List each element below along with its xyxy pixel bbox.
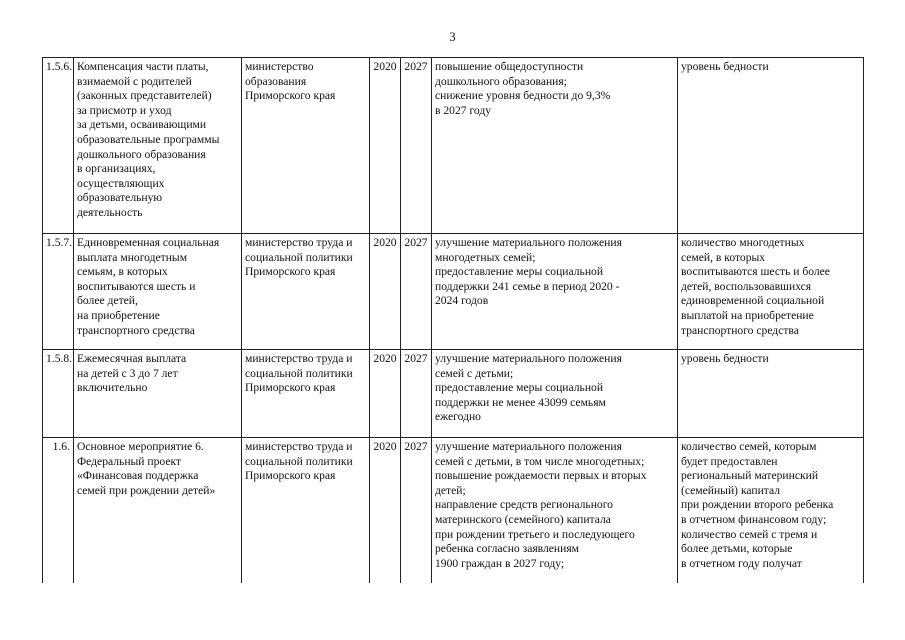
measure-result: улучшение материального положения семей с детьми; предоставление меры социальной поддержки не менее 43099 семьям ежегодно	[432, 350, 678, 438]
measure-name: Единовременная социальная выплата многодетным семьям, в которых воспитываются шесть и более детей, на приобретение транспортного средства	[74, 234, 242, 350]
measures-table	[42, 57, 864, 583]
measure-name: Компенсация части платы, взимаемой с родителей (законных представителей) за присмотр и уход за детьми, осваивающими образовательные программы дошкольного образования в организациях, осуществляющих образовательную деятельность	[74, 58, 242, 234]
measure-start-year: 2020	[370, 234, 401, 350]
measure-start-year: 2020	[370, 58, 401, 234]
measure-result: улучшение материального положения многодетных семей; предоставление меры социальной поддержки 241 семье в период 2020 - 2024 годов	[432, 234, 678, 350]
measure-end-year: 2027	[401, 438, 432, 583]
table-row	[43, 58, 864, 234]
measure-executor: министерство образования Приморского края	[242, 58, 370, 234]
table-row	[43, 350, 864, 438]
measure-indicator: количество семей, которым будет предоставлен региональный материнский (семейный) капитал при рождении второго ребенка в отчетном финансовом году; количество семей с тремя и более детьми, которые в отчетном году получат	[678, 438, 864, 583]
table-row	[43, 438, 864, 583]
measure-number: 1.5.6.	[43, 58, 74, 234]
measure-executor: министерство труда и социальной политики Приморского края	[242, 350, 370, 438]
measure-start-year: 2020	[370, 438, 401, 583]
measure-indicator: уровень бедности	[678, 58, 864, 234]
measure-number: 1.5.7.	[43, 234, 74, 350]
measure-name: Основное мероприятие 6. Федеральный проект «Финансовая поддержка семей при рождении детей»	[74, 438, 242, 583]
measure-result: улучшение материального положения семей с детьми, в том числе многодетных; повышение рождаемости первых и вторых детей; направление средств регионального материнского (семейного) капитала при рождении третьего и последующего ребенка согласно заявлениям 1900 граждан в 2027 году;	[432, 438, 678, 583]
measure-result: повышение общедоступности дошкольного образования; снижение уровня бедности до 9,3% в 2027 году	[432, 58, 678, 234]
measure-end-year: 2027	[401, 350, 432, 438]
measure-start-year: 2020	[370, 350, 401, 438]
measure-indicator: уровень бедности	[678, 350, 864, 438]
measure-end-year: 2027	[401, 58, 432, 234]
page-number: 3	[449, 30, 456, 44]
measure-executor: министерство труда и социальной политики Приморского края	[242, 438, 370, 583]
table-row	[43, 234, 864, 350]
measure-number: 1.6.	[43, 438, 74, 583]
measure-indicator: количество многодетных семей, в которых воспитываются шесть и более детей, воспользовавшихся единовременной социальной выплатой на приобретение транспортного средства	[678, 234, 864, 350]
measure-end-year: 2027	[401, 234, 432, 350]
measure-number: 1.5.8.	[43, 350, 74, 438]
measure-executor: министерство труда и социальной политики Приморского края	[242, 234, 370, 350]
measure-name: Ежемесячная выплата на детей с 3 до 7 лет включительно	[74, 350, 242, 438]
